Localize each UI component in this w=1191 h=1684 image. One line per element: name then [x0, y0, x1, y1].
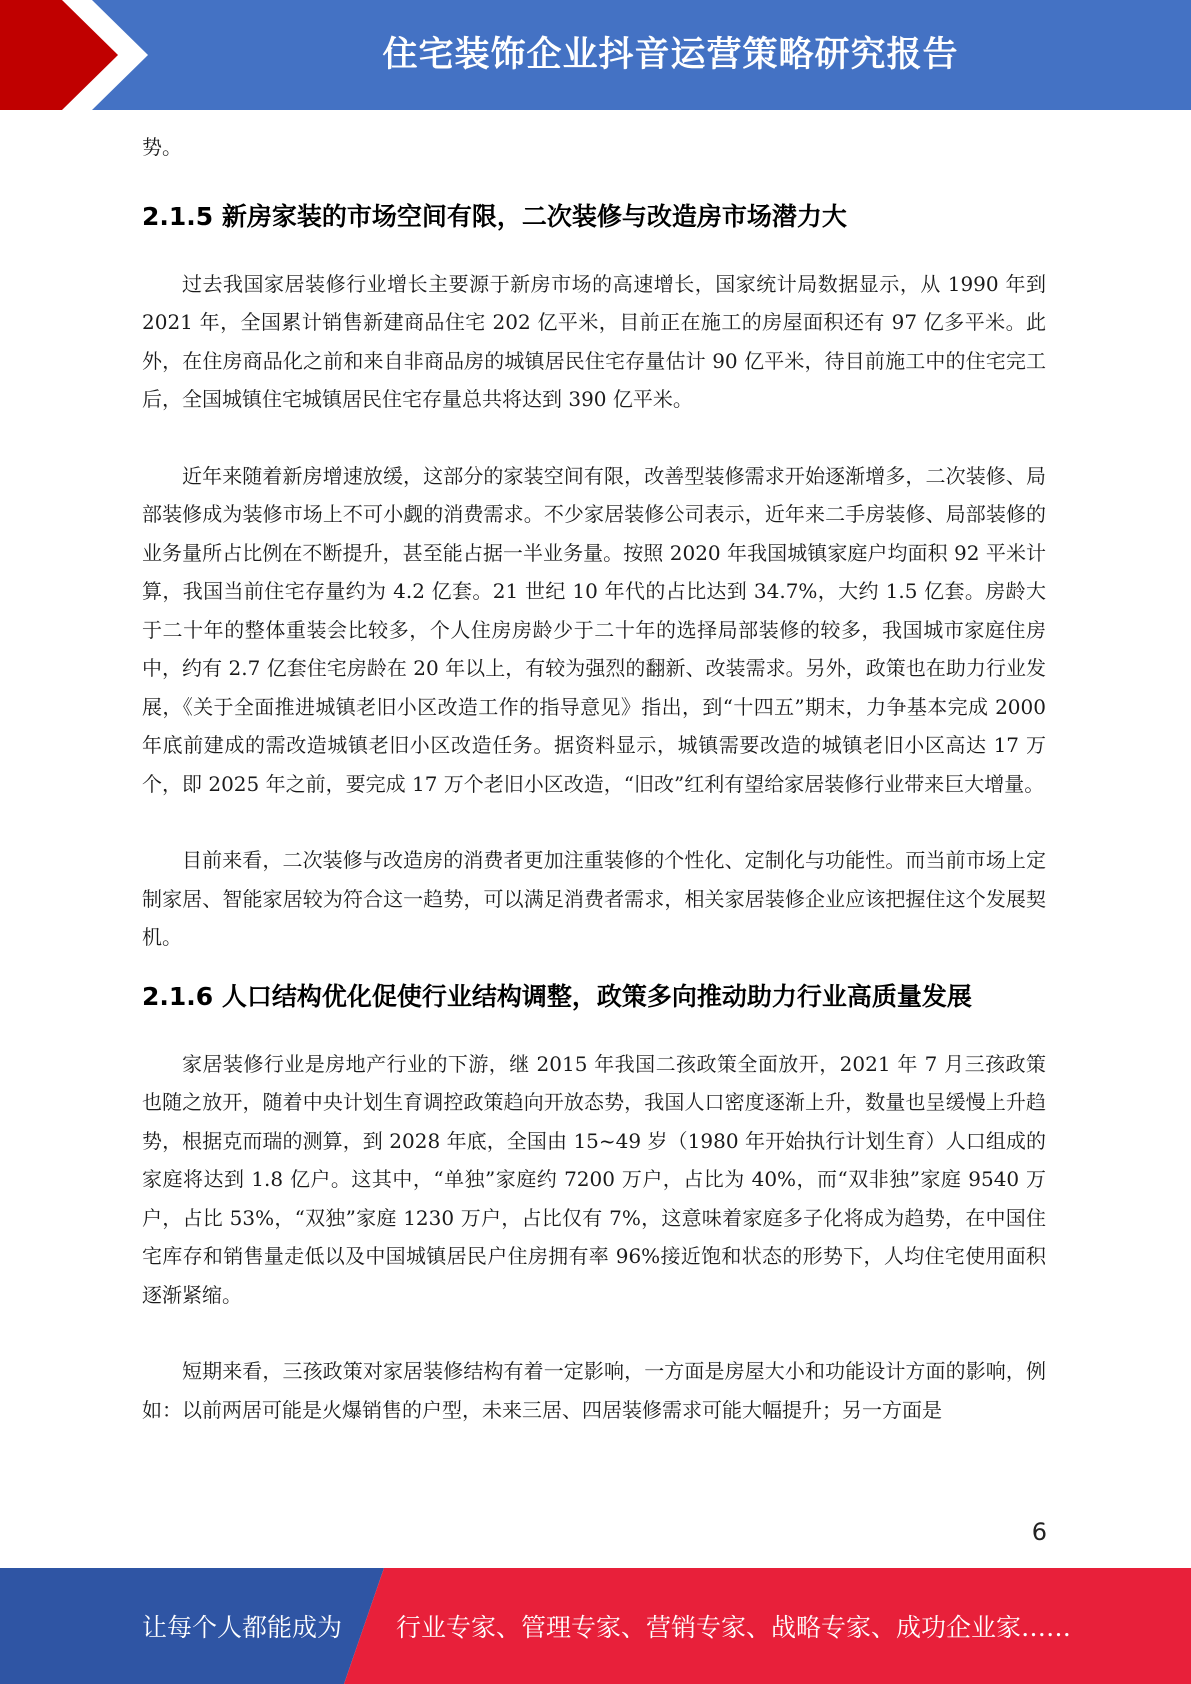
page-number: 6	[1031, 1518, 1047, 1546]
paragraph: 短期来看，三孩政策对家居装修结构有着一定影响，一方面是房屋大小和功能设计方面的影响，例如：以前两居可能是火爆销售的户型，未来三居、四居装修需求可能大幅提升；另一方面是	[142, 1359, 1046, 1422]
header-title: 住宅装饰企业抖音运营策略研究报告	[382, 35, 959, 75]
page-footer	[0, 1568, 1191, 1684]
paragraph: 家居装修行业是房地产行业的下游，继 2015 年我国二孩政策全面放开，2021 年 7 月三孩政策也随之放开，随着中央计划生育调控政策趋向开放态势，我国人口密度逐渐上升，数量也呈缓慢上升趋势，根据克而瑞的测算，到 2028 年底，全国由 15~49 岁（1980 年开始执行计划生育）人口组成的家庭将达到 1.8 亿户。这其中，“单独”家庭约 7200 万户，占比为 40%，而“双非独”家庭 9540 万户，占比 53%，“双独”家庭 1230 万户，占比仅有 7%，这意味着家庭多子化将成为趋势，在中国住宅库存和销售量走低以及中国城镇居民户住房拥有率 96%接近饱和状态的形势下，人均住宅使用面积逐渐紧缩。	[142, 1051, 1046, 1307]
footer-slogan-left: 让每个人都能成为	[142, 1613, 343, 1642]
section-heading-2-1-5: 2.1.5 新房家装的市场空间有限，二次装修与改造房市场潜力大	[142, 201, 847, 231]
footer-slogan-right: 行业专家、管理专家、营销专家、战略专家、成功企业家……	[396, 1613, 1072, 1642]
continuation-text: 势。	[142, 135, 182, 159]
section-heading-2-1-6: 2.1.6 人口结构优化促使行业结构调整，政策多向推动助力行业高质量发展	[142, 981, 972, 1011]
paragraph: 目前来看，二次装修与改造房的消费者更加注重装修的个性化、定制化与功能性。而当前市场上定制家居、智能家居较为符合这一趋势，可以满足消费者需求，相关家居装修企业应该把握住这个发展契机。	[142, 848, 1046, 949]
paragraph: 过去我国家居装修行业增长主要源于新房市场的高速增长，国家统计局数据显示，从 1990 年到 2021 年，全国累计销售新建商品住宅 202 亿平米，目前正在施工的房屋面积还有 97 亿多平米。此外，在住房商品化之前和来自非商品房的城镇居民住宅存量估计 90 亿平米，待目前施工中的住宅完工后，全国城镇住宅城镇居民住宅存量总共将达到 390 亿平米。	[142, 271, 1046, 411]
page-header	[0, 0, 1191, 110]
report-body	[142, 128, 1046, 1429]
paragraph: 近年来随着新房增速放缓，这部分的家装空间有限，改善型装修需求开始逐渐增多，二次装修、局部装修成为装修市场上不可小觑的消费需求。不少家居装修公司表示，近年来二手房装修、局部装修的业务量所占比例在不断提升，甚至能占据一半业务量。按照 2020 年我国城镇家庭户均面积 92 平米计算，我国当前住宅存量约为 4.2 亿套。21 世纪 10 年代的占比达到 34.7%，大约 1.5 亿套。房龄大于二十年的整体重装会比较多，个人住房房龄少于二十年的选择局部装修的较多，我国城市家庭住房中，约有 2.7 亿套住宅房龄在 20 年以上，有较为强烈的翻新、改装需求。另外，政策也在助力行业发展，《关于全面推进城镇老旧小区改造工作的指导意见》指出，到“十四五”期末，力争基本完成 2000 年底前建成的需改造城镇老旧小区改造任务。据资料显示，城镇需要改造的城镇老旧小区高达 17 万个，即 2025 年之前，要完成 17 万个老旧小区改造，“旧改”红利有望给家居装修行业带来巨大增量。	[142, 463, 1046, 796]
